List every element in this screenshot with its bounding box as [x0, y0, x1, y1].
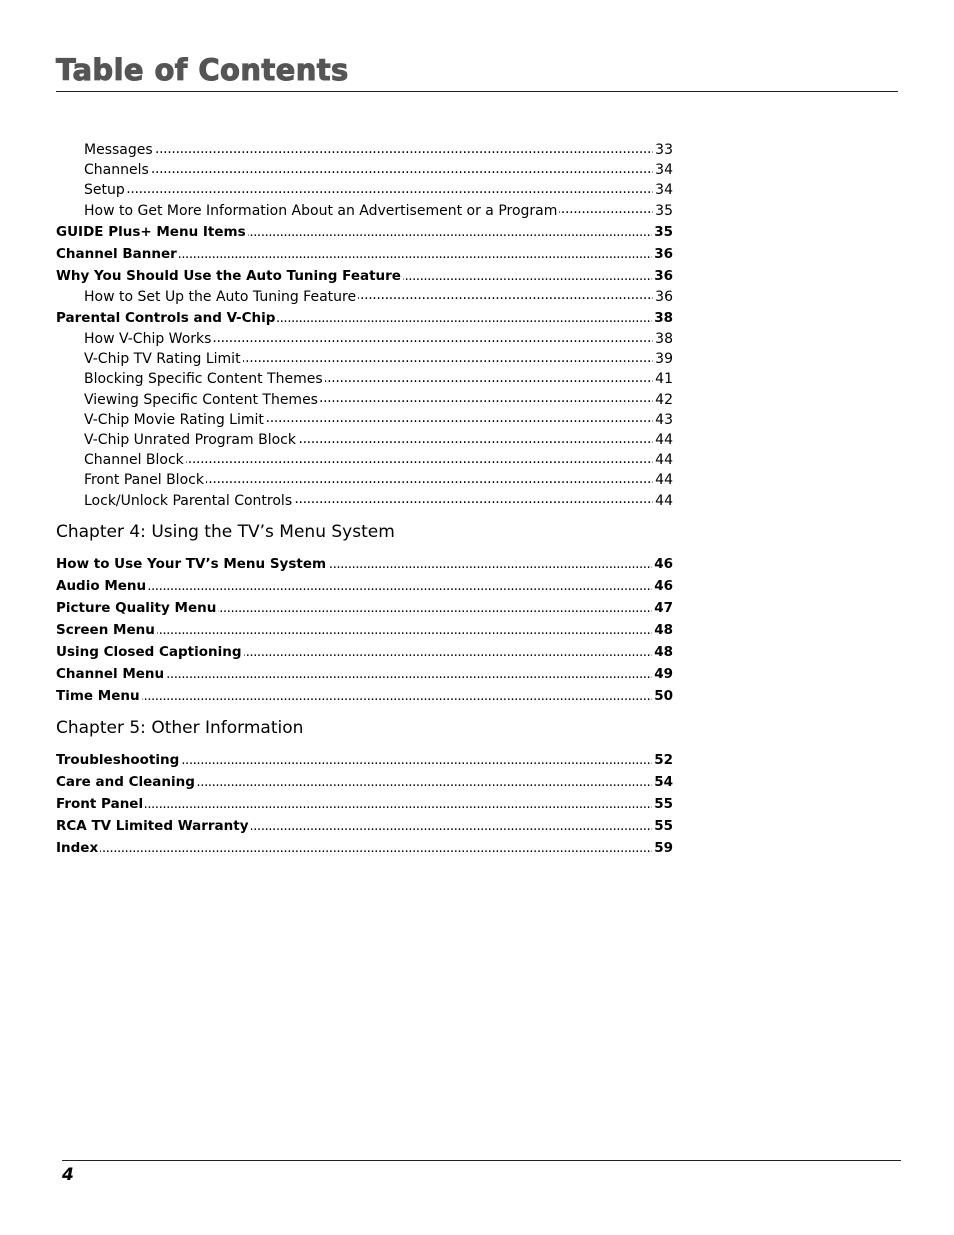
toc-entry-title: Troubleshooting	[56, 751, 180, 768]
dot-leader	[142, 686, 653, 700]
toc-entry-title: GUIDE Plus+ Menu Items	[56, 223, 246, 240]
toc-entry-page-number: 47	[654, 599, 673, 616]
toc-chapter-4-list	[56, 553, 673, 707]
toc-entry-page-number: 54	[654, 773, 673, 790]
toc-entry	[56, 140, 673, 160]
toc-entry	[56, 663, 673, 685]
toc-entry-title: Why You Should Use the Auto Tuning Feature	[56, 267, 401, 284]
toc-entry-page-number: 36	[654, 245, 673, 262]
toc-entry-page-number: 50	[654, 687, 673, 704]
toc-entry	[56, 815, 673, 837]
toc-entry	[56, 201, 673, 221]
toc-entry-title: How to Set Up the Auto Tuning Feature	[84, 288, 357, 305]
toc-entry	[56, 265, 673, 287]
dot-leader	[559, 201, 653, 215]
toc-chapter-5-list	[56, 749, 673, 859]
toc-entry-page-number: 35	[654, 223, 673, 240]
toc-entry	[56, 837, 673, 859]
toc-entry	[56, 329, 673, 349]
dot-leader	[100, 838, 652, 852]
toc-entry	[56, 307, 673, 329]
toc-entry	[56, 470, 673, 490]
toc-entry-page-number: 34	[655, 162, 673, 179]
toc-entry	[56, 221, 673, 243]
dot-leader	[294, 491, 653, 505]
dot-leader	[243, 349, 654, 363]
toc-entry-page-number: 39	[655, 351, 673, 368]
dot-leader	[206, 470, 653, 484]
toc-continued-list	[56, 140, 673, 511]
toc-entry	[56, 491, 673, 511]
chapter-4-heading: Chapter 4: Using the TV’s Menu System	[56, 521, 395, 542]
dot-leader	[213, 329, 653, 343]
toc-entry	[56, 410, 673, 430]
toc-entry-page-number: 43	[655, 411, 673, 428]
toc-entry-title: Lock/Unlock Parental Controls	[84, 492, 293, 509]
toc-entry-page-number: 44	[655, 472, 673, 489]
toc-entry-title: Parental Controls and V-Chip	[56, 310, 276, 327]
toc-entry-page-number: 41	[655, 371, 673, 388]
dot-leader	[320, 390, 653, 404]
footer-divider	[62, 1160, 901, 1161]
toc-entry-page-number: 48	[654, 621, 673, 638]
dot-leader	[166, 664, 652, 678]
toc-entry-page-number: 44	[655, 492, 673, 509]
dot-leader	[328, 554, 652, 568]
toc-entry-page-number: 33	[655, 142, 673, 158]
dot-leader	[251, 816, 653, 830]
toc-entry	[56, 390, 673, 410]
toc-entry	[56, 243, 673, 265]
toc-entry-title: V-Chip Unrated Program Block	[84, 432, 296, 449]
toc-entry-page-number: 46	[654, 577, 673, 594]
toc-entry-page-number: 36	[655, 288, 673, 305]
dot-leader	[179, 244, 652, 258]
dot-leader	[266, 410, 653, 424]
toc-entry-page-number: 35	[655, 202, 673, 219]
toc-entry-page-number: 55	[654, 817, 673, 834]
dot-leader	[403, 266, 652, 280]
toc-entry	[56, 160, 673, 180]
toc-entry	[56, 287, 673, 307]
toc-entry-title: Front Panel Block	[84, 472, 204, 489]
dot-leader	[148, 576, 652, 590]
toc-entry-page-number: 52	[654, 751, 673, 768]
toc-entry-page-number: 34	[655, 182, 673, 199]
toc-entry	[56, 450, 673, 470]
toc-entry-title: Audio Menu	[56, 577, 147, 594]
toc-entry-title: Channels	[84, 162, 149, 179]
toc-entry-title: Channel Menu	[56, 665, 165, 682]
toc-entry-title: Picture Quality Menu	[56, 599, 217, 616]
dot-leader	[151, 160, 653, 174]
chapter-5-heading: Chapter 5: Other Information	[56, 717, 304, 738]
toc-entry-title: Index	[56, 839, 99, 856]
dot-leader	[244, 642, 653, 656]
page-number: 4	[62, 1165, 74, 1185]
toc-entry	[56, 349, 673, 369]
toc-entry	[56, 597, 673, 619]
toc-entry	[56, 180, 673, 200]
toc-entry-title: Setup	[84, 182, 125, 199]
dot-leader	[248, 222, 653, 236]
dot-leader	[127, 180, 653, 194]
dot-leader	[181, 750, 652, 764]
dot-leader	[325, 369, 654, 383]
toc-entry	[56, 749, 673, 771]
toc-entry-title: V-Chip TV Rating Limit	[84, 351, 241, 368]
dot-leader	[218, 598, 652, 612]
toc-entry-title: How V-Chip Works	[84, 331, 212, 348]
toc-entry	[56, 771, 673, 793]
toc-entry-page-number: 48	[654, 643, 673, 660]
toc-entry-title: Care and Cleaning	[56, 773, 195, 790]
toc-entry-title: Channel Block	[84, 452, 184, 469]
toc-entry-title: Channel Banner	[56, 245, 177, 262]
toc-entry-title: Messages	[84, 142, 153, 158]
toc-entry-page-number: 59	[654, 839, 673, 856]
dot-leader	[277, 309, 652, 323]
toc-entry	[56, 369, 673, 389]
dot-leader	[157, 620, 652, 634]
toc-entry	[56, 430, 673, 450]
dot-leader	[197, 772, 652, 786]
toc-entry	[56, 793, 673, 815]
toc-entry-title: RCA TV Limited Warranty	[56, 817, 249, 834]
toc-entry	[56, 553, 673, 575]
toc-entry-page-number: 46	[654, 555, 673, 572]
toc-entry-title: Time Menu	[56, 687, 140, 704]
page-title: Table of Contents	[56, 53, 349, 87]
dot-leader	[298, 430, 653, 444]
toc-entry-page-number: 44	[655, 452, 673, 469]
toc-entry-page-number: 38	[655, 331, 673, 348]
toc-entry-title: V-Chip Movie Rating Limit	[84, 411, 264, 428]
dot-leader	[145, 794, 652, 808]
toc-entry-title: How to Use Your TV’s Menu System	[56, 555, 327, 572]
toc-entry	[56, 575, 673, 597]
toc-entry	[56, 641, 673, 663]
table-of-contents	[56, 140, 673, 859]
dot-leader	[155, 140, 654, 154]
toc-entry-page-number: 44	[655, 432, 673, 449]
toc-entry-title: Viewing Specific Content Themes	[84, 391, 318, 408]
toc-entry-page-number: 49	[654, 665, 673, 682]
toc-entry-page-number: 36	[654, 267, 673, 284]
toc-entry-page-number: 38	[654, 310, 673, 327]
toc-entry-title: Front Panel	[56, 795, 144, 812]
toc-entry	[56, 619, 673, 641]
toc-entry-title: Blocking Specific Content Themes	[84, 371, 323, 388]
dot-leader	[358, 287, 653, 301]
title-divider	[56, 91, 898, 92]
toc-entry-page-number: 55	[654, 795, 673, 812]
toc-entry	[56, 685, 673, 707]
toc-entry-title: How to Get More Information About an Advertisement or a Program	[84, 202, 558, 219]
dot-leader	[186, 450, 653, 464]
toc-entry-title: Using Closed Captioning	[56, 643, 242, 660]
toc-entry-title: Screen Menu	[56, 621, 155, 638]
toc-entry-page-number: 42	[655, 391, 673, 408]
